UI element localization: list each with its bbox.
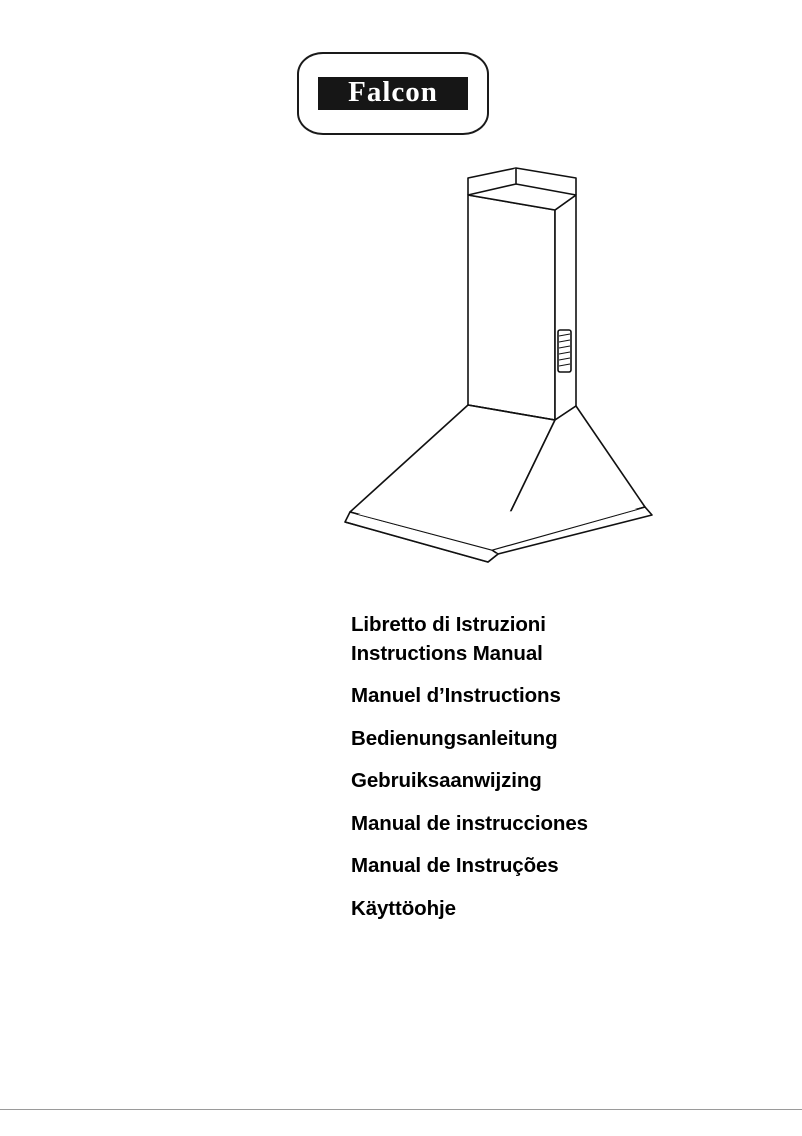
manual-title-de: Bedienungsanleitung [351, 726, 558, 750]
cooker-hood-illustration [330, 150, 675, 570]
manual-title-pt: Manual de Instruções [351, 854, 559, 877]
manual-title-nl: Gebruiksaanwijzing [351, 769, 542, 792]
manual-title-it: Libretto di Istruzioni [351, 613, 546, 636]
manual-title-fr: Manuel d’Instructions [351, 684, 561, 707]
footer-divider [0, 1109, 802, 1110]
manual-title-en: Instructions Manual [351, 641, 543, 665]
manual-title-es: Manual de instrucciones [351, 811, 588, 835]
brand-name: Falcon [348, 76, 438, 108]
manual-title-list [351, 615, 771, 919]
manual-title-fi: Käyttöohje [351, 896, 456, 920]
brand-logo [297, 52, 489, 135]
brand-logo-bar [318, 77, 468, 110]
